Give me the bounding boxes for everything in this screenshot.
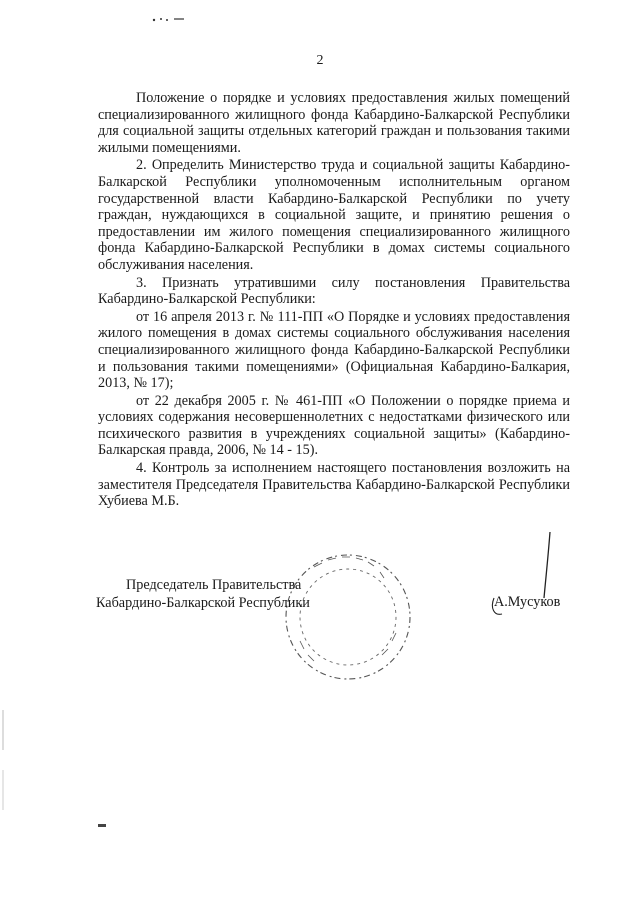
scan-artifact-margin [0,700,10,820]
official-seal [270,545,420,690]
signatory-title-line1: Председатель Правительства [126,577,302,593]
paragraph: от 22 декабря 2005 г. № 461-ПП «О Положении о порядке приема и условиях содержания несовершеннолетних с недостатками физического или психического развития в учреждениях социальной защиты» (Кабардино-Балкарская правда, 2006, № 14 - 15). [98,392,570,459]
signatory-name: А.Мусуков [494,594,561,610]
document-body [98,90,570,511]
paragraph: 4. Контроль за исполнением настоящего постановления возложить на заместителя Председателя Правительства Кабардино-Балкарской Республики Хубиева М.Б. [98,460,570,510]
page-number: 2 [316,53,324,68]
paragraph: 2. Определить Министерство труда и социальной защиты Кабардино-Балкарской Республики уполномоченным исполнительным органом государственной власти Кабардино-Балкарской Республики по учету граждан, нуждающихся в социальной защите, и принятию решения о предоставлении им жилого помещения специализированного жилищного фонда Кабардино-Балкарской Республики в домах системы социального обслуживания населения. [98,157,570,273]
signatory-title [96,576,356,612]
paragraph: от 16 апреля 2013 г. № 111-ПП «О Порядке и условиях предоставления жилого помещения в домах системы социального обслуживания населения специализированного жилищного фонда Кабардино-Балкарской Республики и пользования такими помещениями» (Официальная Кабардино-Балкария, 2013, № 17); [98,308,570,392]
signatory-title-line2: Кабардино-Балкарской Республики [96,595,310,611]
paragraph: 3. Признать утратившими силу постановления Правительства Кабардино-Балкарской Республики: [98,274,570,308]
paragraph: Положение о порядке и условиях предоставления жилых помещений специализированного жилищного фонда Кабардино-Балкарской Республики для социальной защиты отдельных категорий граждан и пользования такими жилыми помещениями. [98,90,570,156]
scan-artifact-bottom [98,822,112,830]
scan-artifact-top [150,12,190,26]
